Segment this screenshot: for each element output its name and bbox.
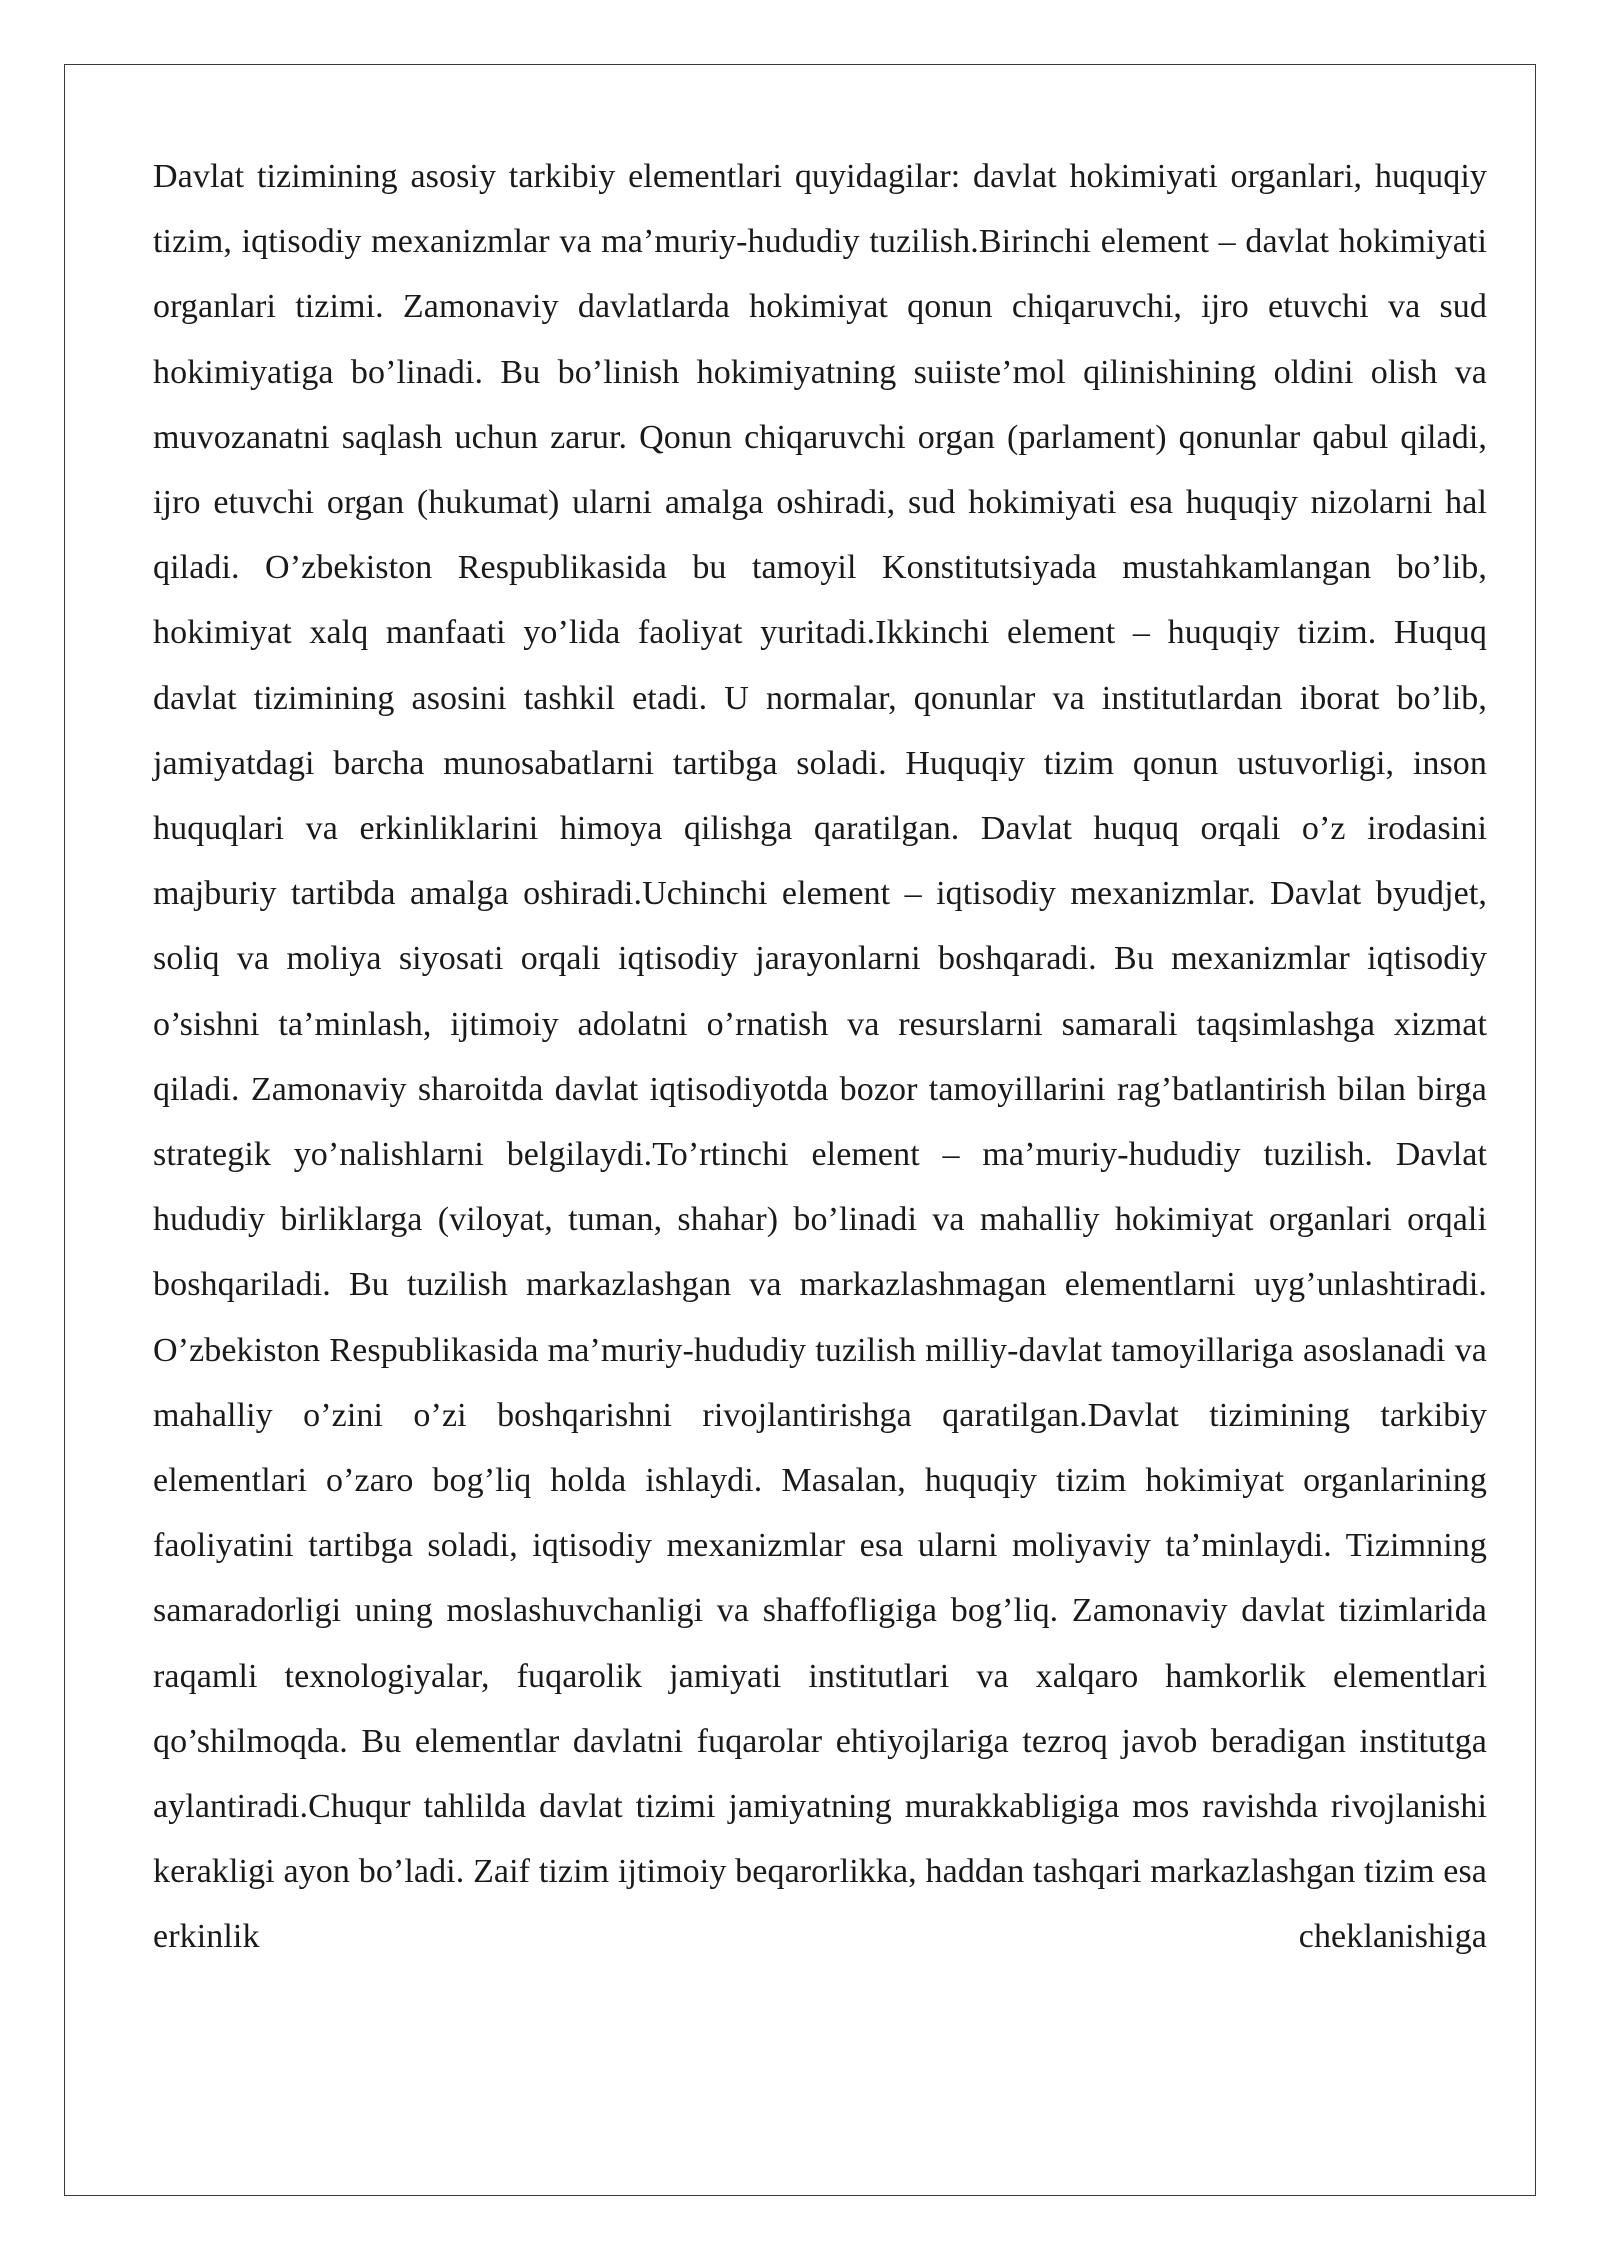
body-paragraph: Davlat tizimining asosiy tarkibiy elementlari quyidagilar: davlat hokimiyati organlari, huquqiy tizim, iqtisodiy mexanizmlar va ma’muriy-hududiy tuzilish.Birinchi element – davlat hokimiyati organlari tizimi. Zamonaviy davlatlarda hokimiyat qonun chiqaruvchi, ijro etuvchi va sud hokimiyatiga bo’linadi. Bu bo’linish hokimiyatning suiiste’mol qilinishining oldini olish va muvozanatni saqlash uchun zarur. Qonun chiqaruvchi organ (parlament) qonunlar qabul qiladi, ijro etuvchi organ (hukumat) ularni amalga oshiradi, sud hokimiyati esa huquqiy nizolarni hal qiladi. O’zbekiston Respublikasida bu tamoyil Konstitutsiyada mustahkamlangan bo’lib, hokimiyat xalq manfaati yo’lida faoliyat yuritadi.Ikkinchi element – huquqiy tizim. Huquq davlat tizimining asosini tashkil etadi. U normalar, qonunlar va institutlardan iborat bo’lib, jamiyatdagi barcha munosabatlarni tartibga soladi. Huquqiy tizim qonun ustuvorligi, inson huquqlari va erkinliklarini himoya qilishga qaratilgan. Davlat huquq orqali o’z irodasini majburiy tartibda amalga oshiradi.Uchinchi element – iqtisodiy mexanizmlar. Davlat byudjet, soliq va moliya siyosati orqali iqtisodiy jarayonlarni boshqaradi. Bu mexanizmlar iqtisodiy o’sishni ta’minlash, ijtimoiy adolatni o’rnatish va resurslarni samarali taqsimlashga xizmat qiladi. Zamonaviy sharoitda davlat iqtisodiyotda bozor tamoyillarini rag’batlantirish bilan birga strategik yo’nalishlarni belgilaydi.To’rtinchi element – ma’muriy-hududiy tuzilish. Davlat hududiy birliklarga (viloyat, tuman, shahar) bo’linadi va mahalliy hokimiyat organlari orqali boshqariladi. Bu tuzilish markazlashgan va markazlashmagan elementlarni uyg’unlashtiradi. O’zbekiston Respublikasida ma’muriy-hududiy tuzilish milliy-davlat tamoyillariga asoslanadi va mahalliy o’zini o’zi boshqarishni rivojlantirishga qaratilgan.Davlat tizimining tarkibiy elementlari o’zaro bog’liq holda ishlaydi. Masalan, huquqiy tizim hokimiyat organlarining faoliyatini tartibga soladi, iqtisodiy mexanizmlar esa ularni moliyaviy ta’minlaydi. Tizimning samaradorligi uning moslashuvchanligi va shaffofligiga bog’liq. Zamonaviy davlat tizimlarida raqamli texnologiyalar, fuqarolik jamiyati institutlari va xalqaro hamkorlik elementlari qo’shilmoqda. Bu elementlar davlatni fuqarolar ehtiyojlariga tezroq javob beradigan institutga aylantiradi.Chuqur tahlilda davlat tizimi jamiyatning murakkabligiga mos ravishda rivojlanishi kerakligi ayon bo’ladi. Zaif tizim ijtimoiy beqarorlikka, haddan tashqari markazlashgan tizim esa erkinlik cheklanishiga bbox=[153, 158, 1487, 1956]
